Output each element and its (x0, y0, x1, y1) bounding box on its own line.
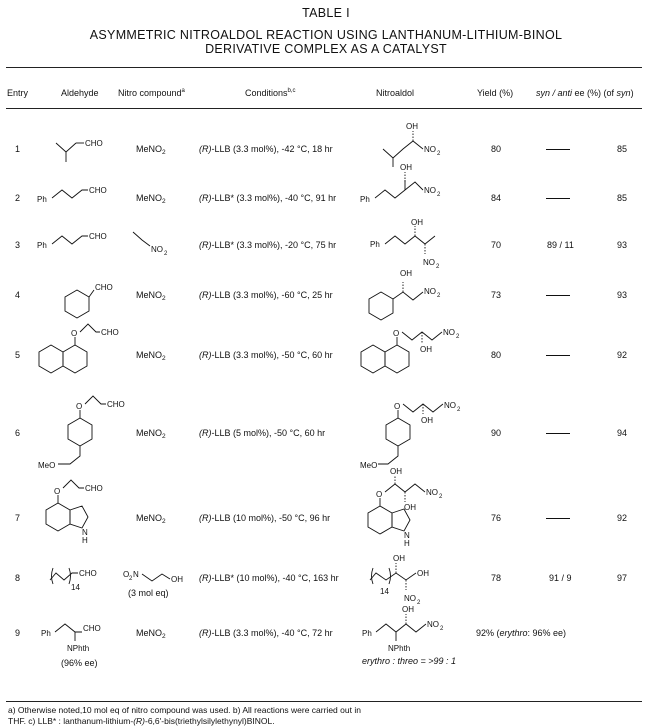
svg-text:H: H (404, 539, 410, 548)
svg-text:OH: OH (421, 416, 433, 425)
row-6-ee: 94 (617, 428, 628, 438)
row-7-entry: 7 (15, 513, 21, 523)
row-5-nitro: MeNO$_2$ (136, 350, 166, 362)
row-3-yield: 70 (491, 240, 502, 250)
svg-text:OH: OH (390, 467, 402, 476)
row-4-ee: 93 (617, 290, 628, 300)
svg-text:CHO: CHO (107, 400, 125, 409)
svg-text:NO: NO (424, 287, 436, 296)
svg-text:O: O (54, 487, 61, 496)
svg-text:O: O (71, 329, 78, 338)
row-8-ee: 97 (617, 573, 628, 583)
header-conditions: Conditions$^{b,c}$ (245, 88, 296, 98)
table-title: TABLE I (302, 6, 350, 20)
svg-text:O: O (393, 329, 400, 338)
svg-text:OH: OH (400, 163, 412, 172)
svg-text:NO: NO (426, 488, 438, 497)
svg-text:NO: NO (423, 258, 435, 267)
svg-text:Ph: Ph (360, 195, 370, 204)
row-1-aldehyde-structure (56, 139, 103, 162)
svg-text:NPhth: NPhth (388, 644, 411, 653)
row-1-conditions: (R)-LLB (3.3 mol%), -42 °C, 18 hr (199, 144, 333, 154)
svg-text:MeO: MeO (360, 461, 378, 470)
row-1-nitroaldol-structure (383, 122, 441, 167)
svg-text:2: 2 (436, 264, 440, 270)
row-2-conditions: (R)-LLB* (3.3 mol%), -40 °C, 91 hr (199, 193, 337, 203)
svg-text:NO: NO (444, 401, 456, 410)
svg-text:O: O (76, 402, 83, 411)
svg-text:2: 2 (129, 576, 133, 582)
row-3-entry: 3 (15, 240, 21, 250)
row-5-entry: 5 (15, 350, 21, 360)
row-6-entry: 6 (15, 428, 21, 438)
row-6-conditions: (R)-LLB (5 mol%), -50 °C, 60 hr (199, 428, 326, 438)
svg-text:2: 2 (456, 334, 460, 340)
row-9-nitro: MeNO$_2$ (136, 628, 166, 640)
row-7-conditions: (R)-LLB (10 mol%), -50 °C, 96 hr (199, 513, 331, 523)
row-9-conditions: (R)-LLB (3.3 mol%), -40 °C, 72 hr (199, 628, 333, 638)
svg-text:NO: NO (151, 245, 163, 254)
row-4-yield: 73 (491, 290, 502, 300)
row-4-aldehyde-structure (65, 283, 113, 318)
row-8-conditions: (R)-LLB* (10 mol%), -40 °C, 163 hr (199, 573, 339, 583)
svg-text:OH: OH (402, 605, 414, 614)
svg-text:MeO: MeO (38, 461, 56, 470)
row-1-ee: 85 (617, 144, 628, 154)
svg-text:Ph: Ph (37, 195, 47, 204)
row-2-nitroaldol-structure (360, 163, 441, 204)
row-3-nitroaldol-structure (370, 218, 440, 270)
row-3-synanti: 89 / 11 (547, 240, 574, 250)
row-4-conditions: (R)-LLB (3.3 mol%), -60 °C, 25 hr (199, 290, 333, 300)
row-3-conditions: (R)-LLB* (3.3 mol%), -20 °C, 75 hr (199, 240, 337, 250)
row-6-nitroaldol-structure (360, 401, 461, 470)
header-ee: syn / anti ee (%) (of syn) (536, 88, 634, 98)
svg-text:O: O (376, 490, 383, 499)
svg-text:N: N (404, 531, 410, 540)
row-4-nitro: MeNO$_2$ (136, 290, 166, 302)
svg-text:CHO: CHO (89, 232, 107, 241)
row-8-entry: 8 (15, 573, 21, 583)
row-3-aldehyde-structure (37, 232, 107, 250)
svg-text:O: O (394, 402, 401, 411)
svg-text:CHO: CHO (79, 569, 97, 578)
row-4-nitroaldol-structure (369, 269, 441, 320)
row-7-nitroaldol-structure (368, 467, 443, 548)
header-nitroaldol: Nitroaldol (376, 88, 415, 98)
svg-text:Ph: Ph (370, 240, 380, 249)
svg-text:2: 2 (439, 494, 443, 500)
row-8-yield: 78 (491, 573, 502, 583)
svg-text:CHO: CHO (85, 139, 103, 148)
svg-text:14: 14 (71, 583, 80, 592)
table-subtitle-2: DERIVATIVE COMPLEX AS A CATALYST (205, 42, 447, 56)
row-1-entry: 1 (15, 144, 21, 154)
row-9-nitroaldol-structure (362, 605, 444, 653)
svg-text:2: 2 (437, 192, 441, 198)
row-6-nitro: MeNO$_2$ (136, 428, 166, 440)
svg-text:2: 2 (437, 293, 441, 299)
row-7-aldehyde-structure (46, 480, 103, 545)
svg-text:N: N (133, 570, 139, 579)
svg-text:OH: OH (393, 554, 405, 563)
row-5-yield: 80 (491, 350, 502, 360)
row-9-aldehyde-ee: (96% ee) (61, 658, 98, 668)
svg-text:NPhth: NPhth (67, 644, 90, 653)
row-2-nitro: MeNO$_2$ (136, 193, 166, 205)
row-2-aldehyde-structure (37, 186, 107, 204)
row-8-nitroaldol-structure (370, 554, 429, 606)
svg-text:OH: OH (400, 269, 412, 278)
row-4-entry: 4 (15, 290, 21, 300)
row-8-nitro-eq: (3 mol eq) (128, 588, 169, 598)
row-8-nitro-structure (123, 570, 183, 584)
row-5-ee: 92 (617, 350, 628, 360)
row-2-ee: 85 (617, 193, 628, 203)
header-yield: Yield (%) (477, 88, 514, 98)
svg-text:OH: OH (411, 218, 423, 227)
svg-text:OH: OH (420, 345, 432, 354)
svg-text:2: 2 (440, 626, 444, 632)
header-aldehyde: Aldehyde (61, 88, 99, 98)
row-3-ee: 93 (617, 240, 628, 250)
svg-text:2: 2 (437, 151, 441, 157)
row-5-nitroaldol-structure (361, 328, 460, 373)
svg-text:NO: NO (424, 186, 436, 195)
svg-text:H: H (82, 536, 88, 545)
svg-text:N: N (82, 528, 88, 537)
svg-text:Ph: Ph (41, 629, 51, 638)
row-9-yield: 92% (erythro: 96% ee) (476, 628, 567, 638)
svg-text:NO: NO (427, 620, 439, 629)
row-6-aldehyde-structure (38, 396, 125, 470)
table-subtitle-1: ASYMMETRIC NITROALDOL REACTION USING LANTHANUM-LITHIUM-BINOL (89, 28, 563, 42)
svg-text:CHO: CHO (95, 283, 113, 292)
svg-text:OH: OH (171, 575, 183, 584)
svg-text:O: O (123, 570, 130, 579)
row-6-yield: 90 (491, 428, 502, 438)
row-7-ee: 92 (617, 513, 628, 523)
svg-text:2: 2 (164, 251, 168, 257)
svg-text:CHO: CHO (85, 484, 103, 493)
row-8-aldehyde-structure (50, 568, 97, 592)
row-1-yield: 80 (491, 144, 502, 154)
svg-text:14: 14 (380, 587, 389, 596)
row-5-conditions: (R)-LLB (3.3 mol%), -50 °C, 60 hr (199, 350, 333, 360)
svg-text:2: 2 (417, 600, 421, 606)
svg-text:NO: NO (424, 145, 436, 154)
footnote-line-2: THF. c) LLB* : lanthanum-lithium-(R)-6,6'-bis(triethylsilylethynyl)BINOL. (8, 716, 275, 726)
svg-text:NO: NO (404, 594, 416, 603)
svg-text:Ph: Ph (362, 629, 372, 638)
row-2-yield: 84 (491, 193, 502, 203)
row-7-nitro: MeNO$_2$ (136, 513, 166, 525)
svg-text:OH: OH (406, 122, 418, 131)
svg-text:OH: OH (404, 503, 416, 512)
row-1-nitro: MeNO$_2$ (136, 144, 166, 156)
svg-text:CHO: CHO (89, 186, 107, 195)
footnote-line-1: a) Otherwise noted,10 mol eq of nitro compound was used. b) All reactions were carried out in (8, 705, 361, 715)
svg-text:Ph: Ph (37, 241, 47, 250)
row-8-synanti: 91 / 9 (549, 573, 572, 583)
svg-text:NO: NO (443, 328, 455, 337)
row-7-yield: 76 (491, 513, 502, 523)
svg-text:OH: OH (417, 569, 429, 578)
svg-text:CHO: CHO (101, 328, 119, 337)
row-5-aldehyde-structure (39, 324, 119, 373)
row-9-entry: 9 (15, 628, 21, 638)
row-9-aldehyde-structure (41, 624, 101, 653)
row-9-erythro-threo-ratio: erythro : threo = >99 : 1 (362, 656, 457, 666)
svg-text:2: 2 (457, 407, 461, 413)
header-entry: Entry (7, 88, 29, 98)
row-3-nitro-structure (133, 232, 168, 257)
svg-text:CHO: CHO (83, 624, 101, 633)
row-2-entry: 2 (15, 193, 21, 203)
header-nitro-compound: Nitro compound$^a$ (118, 88, 185, 98)
